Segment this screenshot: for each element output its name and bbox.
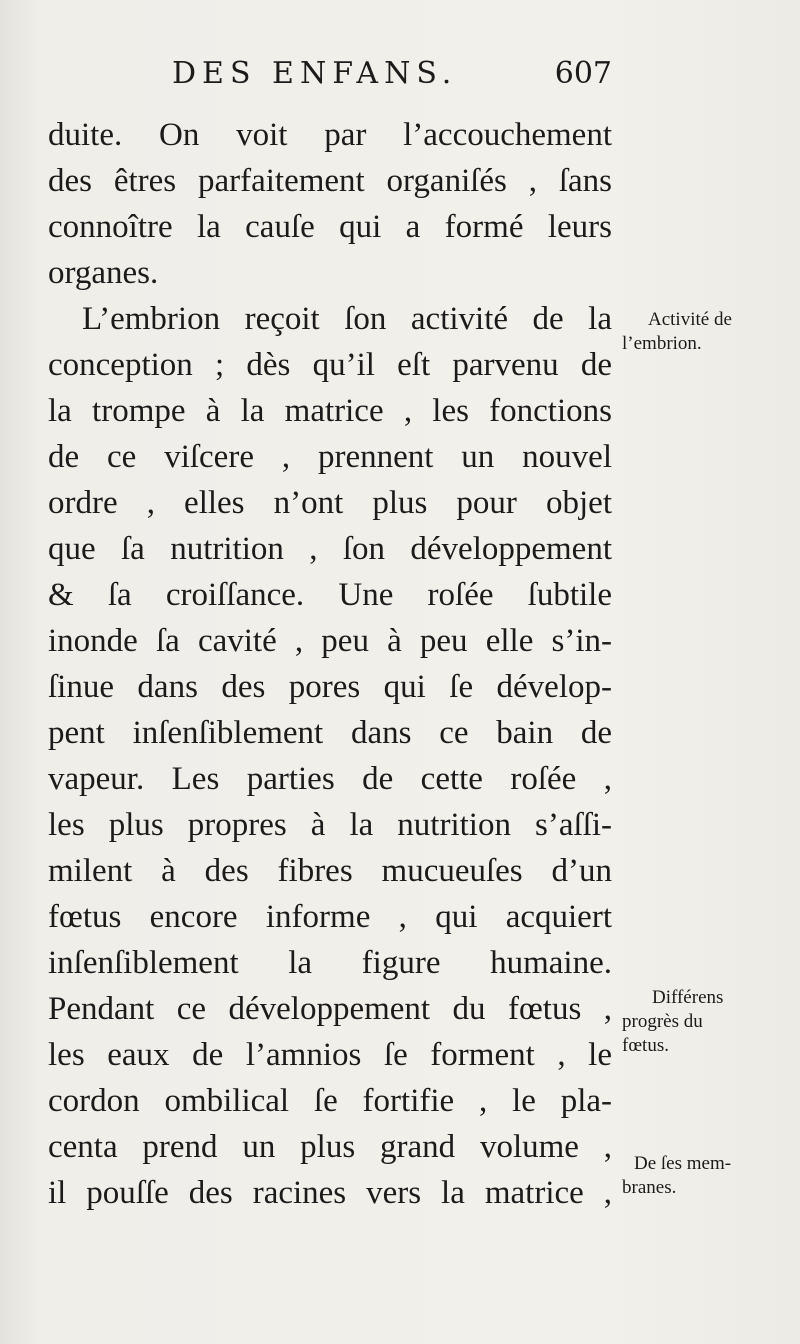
margin-note-line: Activité de <box>648 309 732 330</box>
margin-note-line: progrès du <box>622 1011 703 1032</box>
margin-note-line: De ſes mem- <box>634 1153 732 1174</box>
text-line: duite. On voit par l’accouchement <box>48 117 612 153</box>
margin-note-line: l’embrion. <box>622 333 702 354</box>
text-line: que ſa nutrition , ſon développement <box>48 531 612 567</box>
text-line: vapeur. Les parties de cette roſée , <box>48 761 612 797</box>
margin-note-line: fœtus. <box>622 1035 669 1056</box>
text-line: Pendant ce développement du fœtus , <box>48 991 612 1027</box>
page-number: 607 <box>554 56 612 91</box>
text-line: pent inſenſiblement dans ce bain de <box>48 715 612 751</box>
text-line: les plus propres à la nutrition s’aſſi- <box>48 807 612 843</box>
text-line: de ce viſcere , prennent un nouvel <box>48 439 612 475</box>
margin-note-progres <box>622 986 772 1058</box>
text-line: fœtus encore informe , qui acquiert <box>48 899 612 935</box>
running-title: DES ENFANS. <box>172 56 458 91</box>
text-line: & ſa croiſſance. Une roſée ſubtile <box>48 577 612 613</box>
text-line: milent à des fibres mucueuſes d’un <box>48 853 612 889</box>
margin-note-line: branes. <box>622 1177 677 1198</box>
text-line: centa prend un plus grand volume , <box>48 1129 612 1165</box>
text-line: connoître la cauſe qui a formé leurs <box>48 209 612 245</box>
text-line: les eaux de l’amnios ſe forment , le <box>48 1037 612 1073</box>
margin-note-membranes <box>622 1152 772 1200</box>
body-text <box>48 112 612 1216</box>
text-line: conception ; dès qu’il eſt parvenu de <box>48 347 612 383</box>
margin-note-activite <box>622 308 772 356</box>
text-line: ordre , elles n’ont plus pour objet <box>48 485 612 521</box>
text-line: inonde ſa cavité , peu à peu elle s’in- <box>48 623 612 659</box>
text-line: inſenſiblement la figure humaine. <box>48 945 612 981</box>
text-line: L’embrion reçoit ſon activité de la <box>82 301 612 337</box>
margin-note-line: Différens <box>652 987 724 1008</box>
text-line: organes. <box>48 255 159 291</box>
text-line: il pouſſe des racines vers la matrice , <box>48 1175 612 1211</box>
text-line: la trompe à la matrice , les fonctions <box>48 393 612 429</box>
text-line: cordon ombilical ſe fortifie , le pla- <box>48 1083 612 1119</box>
running-head <box>172 56 612 96</box>
text-line: ſinue dans des pores qui ſe dévelop- <box>48 669 612 705</box>
text-line: des êtres parfaitement organiſés , ſans <box>48 163 612 199</box>
